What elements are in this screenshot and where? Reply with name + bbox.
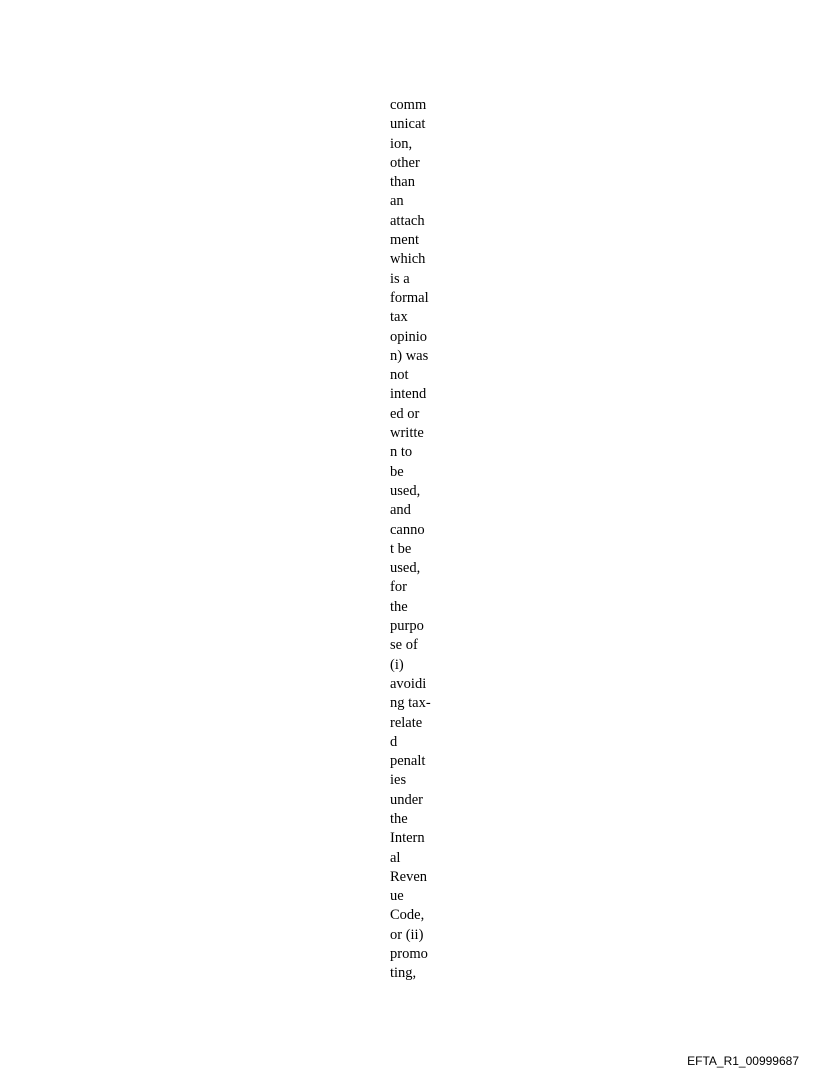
body-text-line: opinio <box>390 328 428 345</box>
body-text-line: (i) <box>390 656 404 673</box>
body-text-line: used, <box>390 560 421 577</box>
body-text-line: ment <box>390 232 419 249</box>
body-text-line: ies <box>390 772 407 789</box>
body-text-line: purpo <box>390 618 424 635</box>
body-text-line: al <box>390 849 401 866</box>
body-text-line: comm <box>390 97 427 113</box>
body-text-line: canno <box>390 521 425 538</box>
body-text-line: other <box>390 154 420 171</box>
body-text-line: se of <box>390 637 418 654</box>
body-text-line: intend <box>390 386 427 403</box>
body-text-line: d <box>390 733 398 750</box>
body-text-line: the <box>390 598 408 615</box>
body-text-line: the <box>390 810 408 827</box>
body-text-line: n) was <box>390 347 429 364</box>
body-text-line: is a <box>390 270 410 287</box>
body-text-line: ion, <box>390 135 413 152</box>
body-text-line: attach <box>390 212 425 229</box>
body-text-line: Intern <box>390 830 425 847</box>
body-text-line: ting, <box>390 965 417 982</box>
body-text-line: relate <box>390 714 423 731</box>
body-text-line: ng tax- <box>390 695 431 712</box>
body-text-line: for <box>390 579 407 596</box>
body-text-column <box>390 96 442 984</box>
body-text-line: ed or <box>390 405 420 422</box>
body-text-line: used, <box>390 482 421 499</box>
body-text-line: tax <box>390 309 408 326</box>
body-text-line: under <box>390 791 424 808</box>
body-text-line: or (ii) <box>390 926 424 943</box>
body-text-line: penalt <box>390 753 426 770</box>
body-text-line: than <box>390 174 415 191</box>
document-id: EFTA_R1_00999687 <box>687 1054 799 1068</box>
body-text-line: which <box>390 251 426 268</box>
body-text-line: unicat <box>390 116 426 133</box>
body-text-line: writte <box>390 425 424 442</box>
body-text-line: n to <box>390 444 413 461</box>
body-text-line: an <box>390 193 404 210</box>
body-text-line: promo <box>390 946 428 963</box>
body-text-line: ue <box>390 888 404 905</box>
body-text-line: be <box>390 463 404 480</box>
body-text-line: Reven <box>390 868 428 885</box>
body-text-line: formal <box>390 289 429 306</box>
body-text-line: Code, <box>390 907 425 924</box>
body-text-line: t be <box>390 540 412 557</box>
body-text-line: and <box>390 502 411 519</box>
body-text-line: avoidi <box>390 675 427 692</box>
body-text-line: not <box>390 367 409 384</box>
